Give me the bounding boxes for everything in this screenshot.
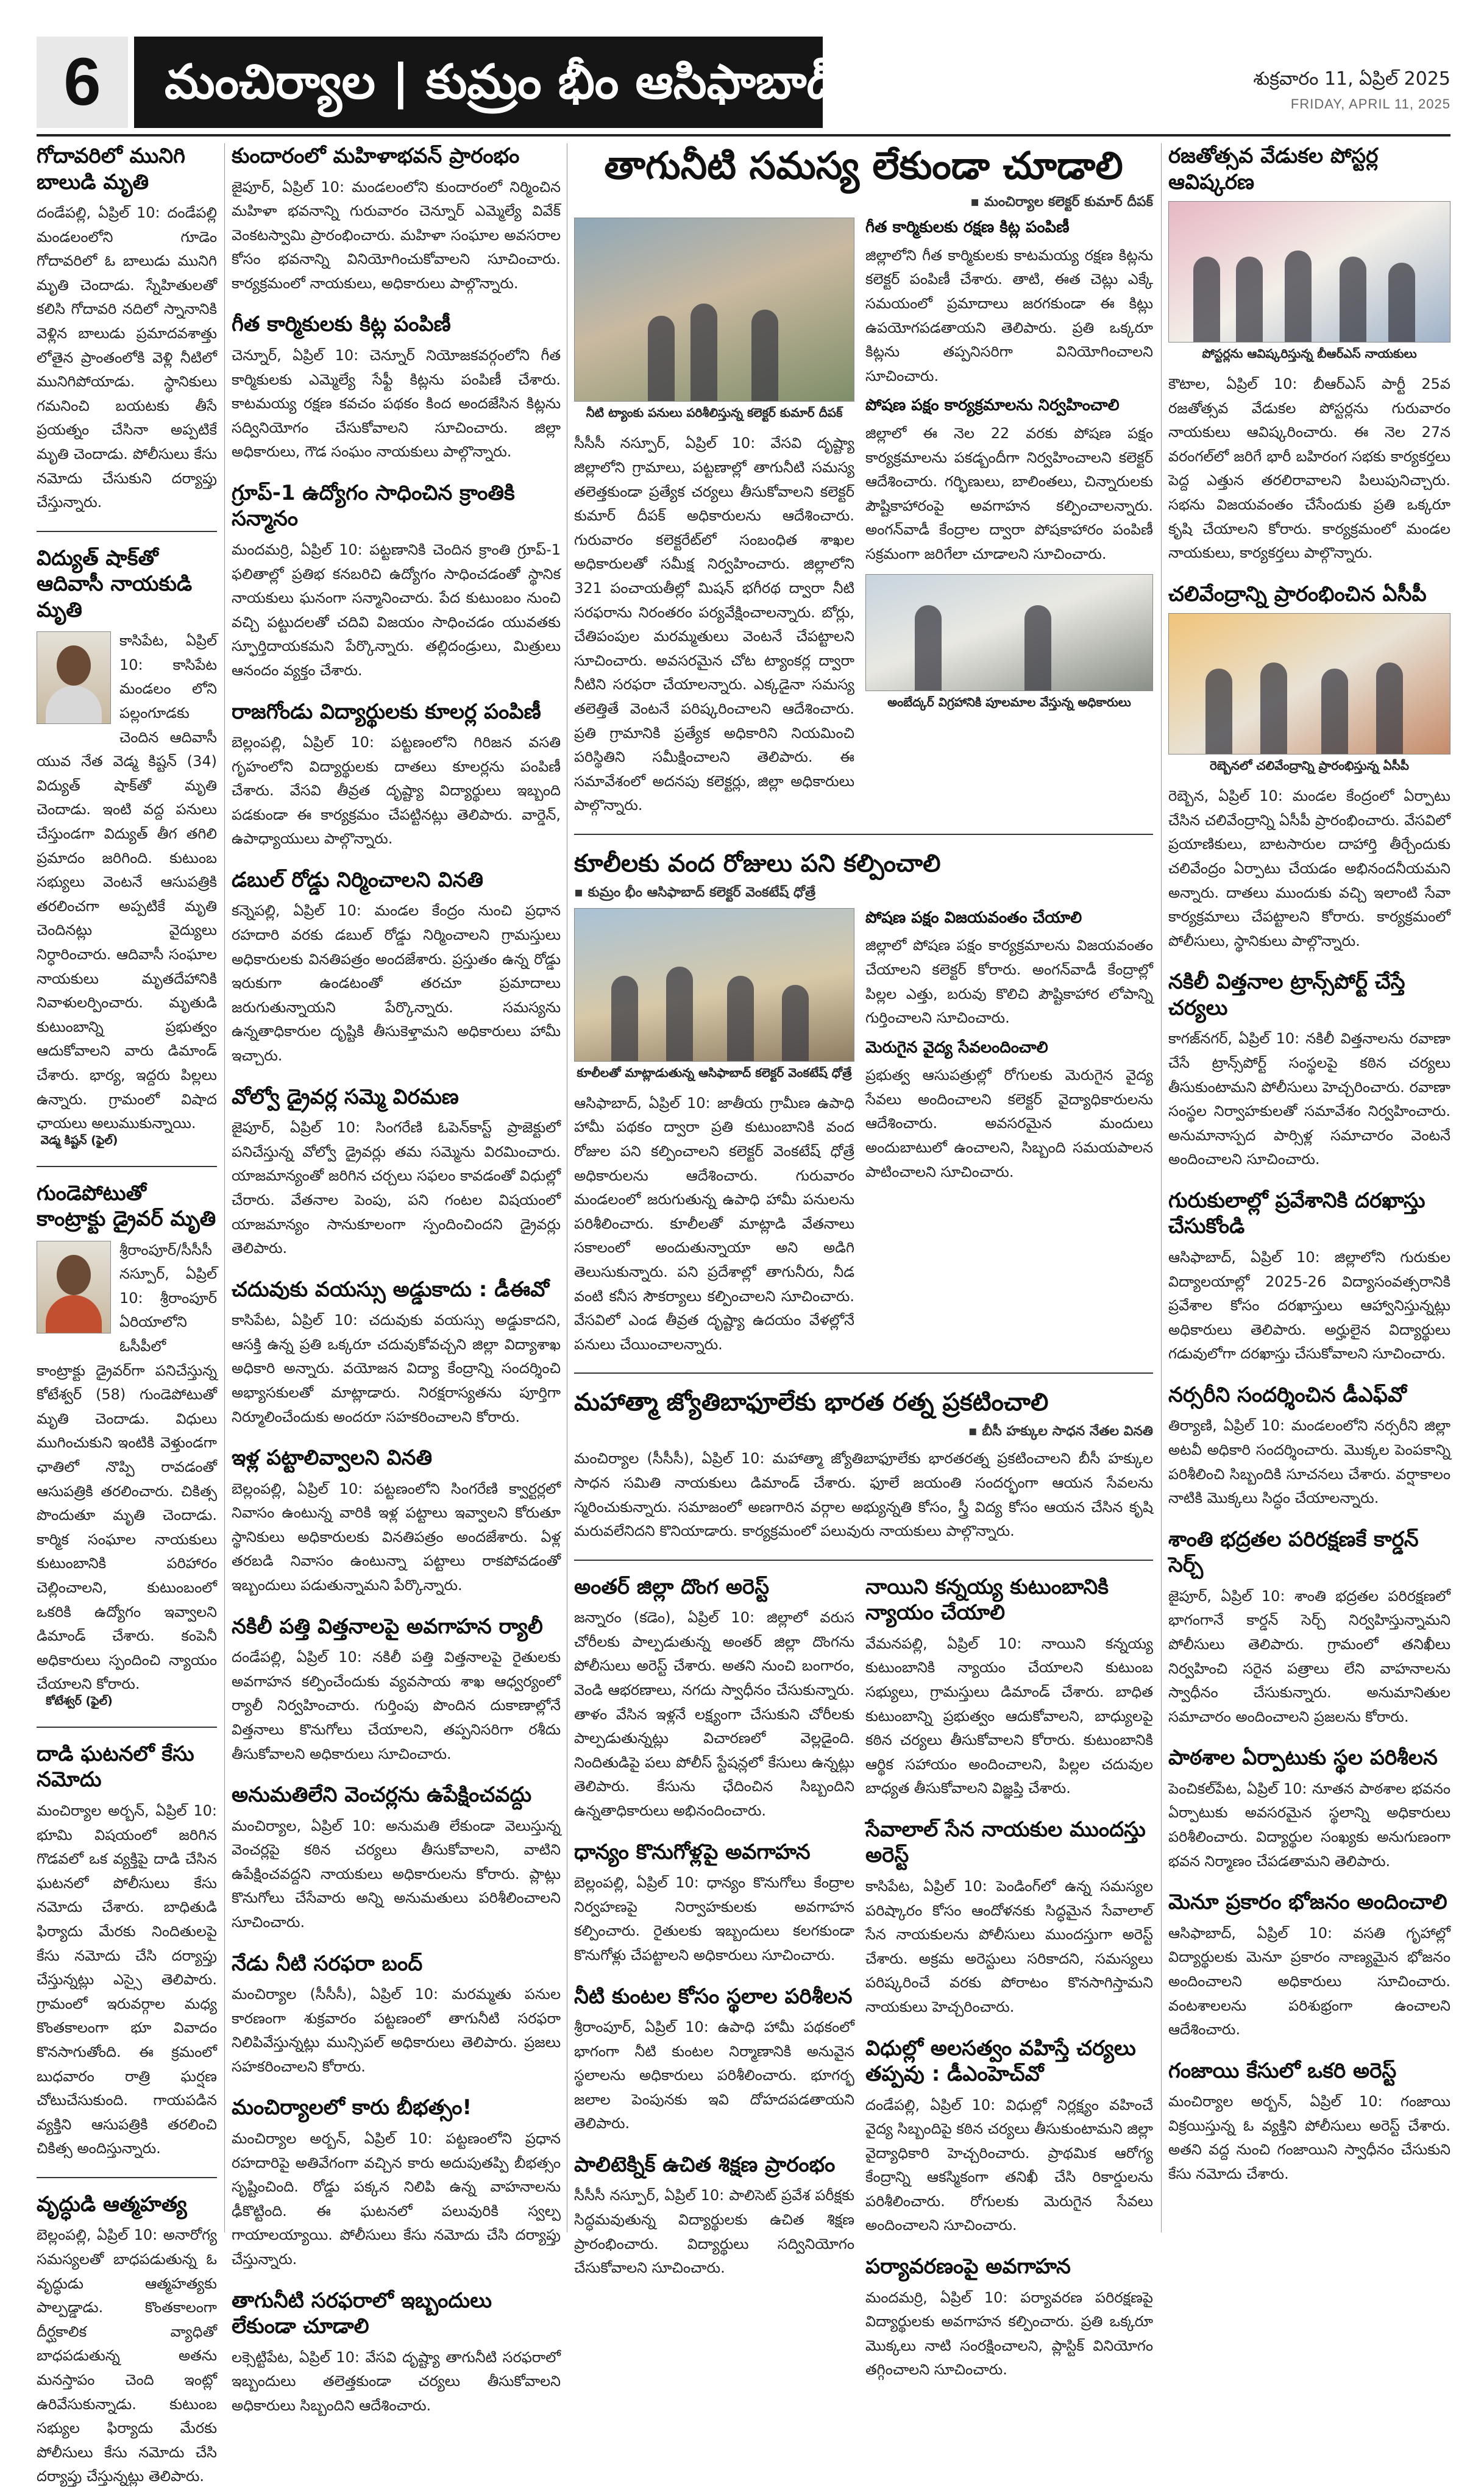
article-body: బెల్లంపల్లి, ఏప్రిల్ 10: అనారోగ్య సమస్యలతో బాధపడుతున్న ఓ వృద్ధుడు ఆత్మహత్యకు పాల్పడ్డాడు. కొంతకాలంగా దీర్ఘకాలిక వ్యాధితో బాధపడుతున్న అతను మనస్తాపం చెంది ఇంట్లో ఉరివేసుకున్నాడు. కుటుంబ సభ్యుల ఫిర్యాదు మేరకు పోలీసులు కేసు నమోదు చేసి దర్యాప్తు చేస్తున్నట్లు తెలిపారు. bbox=[37, 2226, 217, 2485]
article-body: కాగజ్‌నగర్, ఏప్రిల్ 10: నకిలీ విత్తనాలను రవాణా చేసే ట్రాన్స్‌పోర్ట్ సంస్థలపై కఠిన చర్యలు తీసుకుంటామని పోలీసులు హెచ్చరించారు. రవాణా సంస్థల నిర్వాహకులతో సమావేశం నిర్వహించారు. అనుమానాస్పద పార్సిళ్ల సమాచారం వెంటనే అందించాలని సూచించారు. bbox=[1168, 1030, 1450, 1168]
photo bbox=[1168, 201, 1450, 343]
article-body: కన్నెపల్లి, ఏప్రిల్ 10: మండల కేంద్రం నుంచి ప్రధాన రహదారి వరకు డబుల్ రోడ్డు నిర్మించాలని గ్రామస్తులు అధికారులకు వినతిపత్రం అందజేశారు. ప్రస్తుతం ఉన్న రోడ్డు ఇరుకుగా ఉండటంతో తరచూ ప్రమాదాలు జరుగుతున్నాయని పేర్కొన్నారు. సమస్యను ఉన్నతాధికారుల దృష్టికి తీసుకెళ్తామని అధికారులు హామీ ఇచ్చారు. bbox=[232, 902, 561, 1065]
headline: నకిలీ పత్తి విత్తనాలపై అవగాహన ర్యాలీ bbox=[232, 1614, 543, 1639]
date-telugu: శుక్రవారం 11, ఏప్రిల్ 2025 bbox=[1253, 68, 1450, 90]
headline: నకిలీ విత్తనాల ట్రాన్స్‌పోర్ట్ చేస్తే చర్యలు bbox=[1168, 970, 1405, 1020]
page-number: 6 bbox=[37, 37, 128, 128]
article bbox=[1168, 969, 1450, 1172]
headline: తాగునీటి సరఫరాలో ఇబ్బందులు లేకుండా చూడాలి bbox=[232, 2288, 492, 2338]
article-body: మందమర్రి, ఏప్రిల్ 10: పర్యావరణ పరిరక్షణపై విద్యార్థులకు అవగాహన కల్పించారు. ప్రతి ఒక్కరూ మొక్కలు నాటి సంరక్షించాలని, ప్లాస్టిక్ వినియోగం తగ్గించాలని సూచించారు. bbox=[865, 2288, 1153, 2379]
divider bbox=[574, 1372, 1153, 1374]
story-nayini bbox=[865, 1574, 1153, 1801]
article-body: రెబ్బెన, ఏప్రిల్ 10: మండల కేంద్రంలో ఏర్పాటు చేసిన చలివేంద్రాన్ని ఏసీపీ ప్రారంభించారు. వేసవిలో ప్రయాణికులు, బాటసారుల దాహార్తి తీర్చేందుకు చలివేంద్రం ఏర్పాటు చేయడం అభినందనీయమని అన్నారు. దాతలు ముందుకు వచ్చి ఇలాంటి సేవా కార్యక్రమాలు చేపట్టాలని కోరారు. కార్యక్రమంలో పోలీసులు, స్థానికులు పాల్గొన్నారు. bbox=[1168, 787, 1450, 950]
byline: ▪ బీసీ హక్కుల సాధన నేతల వినతి bbox=[968, 1424, 1153, 1440]
date-english: FRIDAY, APRIL 11, 2025 bbox=[1290, 96, 1450, 112]
article bbox=[232, 1782, 561, 1934]
divider bbox=[574, 1560, 1153, 1561]
portrait-photo bbox=[37, 631, 111, 724]
article bbox=[1168, 1527, 1450, 1730]
article-body: కాసిపేట, ఏప్రిల్ 10: కాసిపేట మండలం లోని పల్లంగూడకు చెందిన ఆదివాసీ యువ నేత వెడ్మ కిష్టన్ (34) విద్యుత్ షాక్‌తో మృతి చెందాడు. ఇంటి వద్ద పనులు చేస్తుండగా విద్యుత్ తీగ తగిలి ప్రమాదం జరిగింది. కుటుంబ సభ్యులు వెంటనే ఆసుపత్రికి తరలించగా అప్పటికే మృతి చెందినట్లు వైద్యులు నిర్ధారించారు. ఆదివాసీ సంఘాల నాయకులు మృతదేహానికి నివాళులర్పించారు. మృతుడి కుటుంబాన్ని ప్రభుత్వం ఆదుకోవాలని వారు డిమాండ్ చేశారు. భార్య, ఇద్దరు పిల్లలు ఉన్నారు. గ్రామంలో విషాద ఛాయలు అలుముకున్నాయి. bbox=[37, 632, 217, 1132]
lead-byline: ▪ మంచిర్యాల కలెక్టర్ కుమార్ దీపక్ bbox=[970, 194, 1153, 210]
headline: గంజాయి కేసులో ఒకరి అరెస్ట్ bbox=[1168, 2058, 1397, 2083]
headline: చలివేంద్రాన్ని ప్రారంభించిన ఏసీపీ bbox=[1168, 581, 1427, 606]
article-body: జైపూర్, ఏప్రిల్ 10: శాంతి భద్రతల పరిరక్షణలో భాగంగానే కార్డన్ సెర్చ్ నిర్వహిస్తున్నామని పోలీసులు తెలిపారు. గ్రామంలో తనిఖీలు నిర్వహించి సరైన పత్రాలు లేని వాహనాలను స్వాధీనం చేసుకున్నారు. అనుమానితుల సమాచారం అందించాలని ప్రజలను కోరారు. bbox=[1168, 1587, 1450, 1725]
section-title: మంచిర్యాల | కుమ్రం భీం ఆసిఫాబాద్ bbox=[134, 37, 823, 128]
article-body: తిర్యాణి, ఏప్రిల్ 10: మండలంలోని నర్సరీని జిల్లా అటవీ అధికారి సందర్శించారు. మొక్కల పెంపకాన్ని పరిశీలించి సిబ్బందికి సూచనలు చేశారు. వర్షాకాలం నాటికి మొక్కలు సిద్ధం చేయాలన్నారు. bbox=[1168, 1417, 1450, 1507]
photo-caption: రెబ్బెనలో చలివేంద్రాన్ని ప్రారంభిస్తున్న ఏసీపీ bbox=[1209, 758, 1410, 773]
headline: కూలీలకు వంద రోజులు పని కల్పించాలి bbox=[574, 849, 941, 878]
column-right bbox=[1168, 143, 1450, 2232]
headline: చదువుకు వయస్సు అడ్డుకాదు : డీఈవో bbox=[232, 1277, 549, 1302]
article-body: దండేపల్లి, ఏప్రిల్ 10: విధుల్లో నిర్లక్ష్యం వహించే వైద్య సిబ్బందిపై కఠిన చర్యలు తీసుకుంటామని జిల్లా వైద్యాధికారి హెచ్చరించారు. ప్రాథమిక ఆరోగ్య కేంద్రాన్ని ఆకస్మికంగా తనిఖీ చేసి రికార్డులను పరిశీలించారు. రోగులకు మెరుగైన సేవలు అందించాలని సూచించారు. bbox=[865, 2096, 1153, 2234]
headline: గుండెపోటుతో కాంట్రాక్టు డ్రైవర్ మృతి bbox=[37, 1181, 216, 1232]
headline: మెనూ ప్రకారం భోజనం అందించాలి bbox=[1168, 1890, 1447, 1915]
article-boy-drowned bbox=[37, 143, 217, 515]
article-body: కాసిపేట, ఏప్రిల్ 10: చదువుకు వయస్సు అడ్డుకాదని, ఆసక్తి ఉన్న ప్రతి ఒక్కరూ చదువుకోవచ్చని జిల్లా విద్యాశాఖ అధికారి అన్నారు. వయోజన విద్యా కేంద్రాన్ని సందర్శించి అభ్యాసకులతో మాట్లాడారు. నిరక్షరాస్యతను పూర్తిగా నిర్మూలించేందుకు అందరూ సహకరించాలని కోరారు. bbox=[232, 1312, 561, 1426]
headline: నేడు నీటి సరఫరా బంద్ bbox=[232, 1951, 423, 1976]
headline: వృద్ధుడి ఆత్మహత్య bbox=[37, 2192, 187, 2217]
headline: వోల్వో డ్రైవర్ల సమ్మె విరమణ bbox=[232, 1084, 459, 1109]
article-body: ఆసిఫాబాద్, ఏప్రిల్ 10: జాతీయ గ్రామీణ ఉపాధి హామీ పథకం ద్వారా ప్రతి కుటుంబానికి వంద రోజుల పని కల్పించాలని కలెక్టర్ వెంకటేష్ ధోత్రే అధికారులను ఆదేశించారు. గురువారం మండలంలో జరుగుతున్న ఉపాధి హామీ పనులను పరిశీలించారు. కూలీలతో మాట్లాడి వేతనాలు సకాలంలో అందుతున్నాయా అని అడిగి తెలుసుకున్నారు. పని ప్రదేశాల్లో తాగునీరు, నీడ వంటి కనీస సౌకర్యాలు కల్పించాలని సూచించారు. వేసవిలో ఎండ తీవ్రత దృష్ట్యా ఉదయం వేళల్లోనే పనులు చేయించాలన్నారు. bbox=[574, 1094, 855, 1353]
headline: ధాన్యం కొనుగోళ్లపై అవగాహన bbox=[574, 1839, 811, 1864]
article-body: బెల్లంపల్లి, ఏప్రిల్ 10: పట్టణంలోని సింగరేణి క్వార్టర్లలో నివాసం ఉంటున్న వారికి ఇళ్ల పట్టాలు ఇవ్వాలని కోరుతూ స్థానికులు అధికారులకు వినతిపత్రం అందజేశారు. ఏళ్ల తరబడి నివాసం ఉంటున్నా పట్టాలు రాకపోవడంతో ఇబ్బందులు పడుతున్నామని పేర్కొన్నారు. bbox=[232, 1480, 561, 1594]
article bbox=[1168, 1889, 1450, 2042]
article-body: కాసిపేట, ఏప్రిల్ 10: పెండింగ్‌లో ఉన్న సమస్యల పరిష్కారం కోసం ఆందోళనకు సిద్ధమైన సేవాలాల్ సేన నాయకులను పోలీసులు ముందస్తుగా అరెస్ట్ చేశారు. అక్రమ అరెస్టులు సరికాదని, సమస్యలు పరిష్కరించే వరకు పోరాటం కొనసాగిస్తామని నాయకులు హెచ్చరించారు. bbox=[865, 1877, 1153, 2015]
article-body: జన్నారం (కడెం), ఏప్రిల్ 10: జిల్లాలో వరుస చోరీలకు పాల్పడుతున్న అంతర్ జిల్లా దొంగను పోలీసులు అరెస్ట్ చేశారు. అతని నుంచి బంగారం, వెండి ఆభరణాలు, నగదు స్వాధీనం చేసుకున్నారు. తాళం వేసిన ఇళ్లనే లక్ష్యంగా చేసుకుని చోరీలకు పాల్పడుతున్నట్లు విచారణలో వెల్లడైంది. నిందితుడిపై పలు పోలీస్ స్టేషన్లలో కేసులు ఉన్నట్లు తెలిపారు. కేసును ఛేదించిన సిబ్బందిని ఉన్నతాధికారులు అభినందించారు. bbox=[574, 1609, 854, 1820]
article bbox=[232, 699, 561, 851]
photo-caption: కోటేశ్వర్ (ఫైల్) bbox=[46, 1694, 113, 1708]
subheading: మెరుగైన వైద్య సేవలందించాలి bbox=[865, 1038, 1048, 1057]
headline: పర్యావరణంపై అవగాహన bbox=[865, 2254, 1071, 2279]
article-body: బెల్లంపల్లి, ఏప్రిల్ 10: పట్టణంలోని గిరిజన వసతి గృహంలోని విద్యార్థులకు దాతలు కూలర్లను పంపిణీ చేశారు. వేసవి తీవ్రత దృష్ట్యా విద్యార్థులు ఇబ్బంది పడకుండా ఈ కార్యక్రమం చేపట్టినట్లు తెలిపారు. వార్డెన్, ఉపాధ్యాయులు పాల్గొన్నారు. bbox=[232, 734, 561, 848]
masthead bbox=[37, 37, 1450, 128]
headline: విధుల్లో అలసత్వం వహిస్తే చర్యలు తప్పవు : డీఎంహెచ్‌వో bbox=[865, 2036, 1136, 2087]
portrait-photo bbox=[37, 1241, 111, 1333]
photo bbox=[1168, 613, 1450, 755]
article-body: పెంచికల్‌పేట, ఏప్రిల్ 10: నూతన పాఠశాల భవనం ఏర్పాటుకు అవసరమైన స్థలాన్ని అధికారులు పరిశీలించారు. విద్యార్థుల సంఖ్యకు అనుగుణంగా భవన నిర్మాణం చేపడతామని తెలిపారు. bbox=[1168, 1780, 1450, 1870]
headline: మహాత్మా జ్యోతిబాఫూలేకు భారత రత్న ప్రకటించాలి bbox=[574, 1388, 1049, 1417]
second-story bbox=[574, 848, 1153, 1357]
headline: కుందారంలో మహిళాభవన్ ప్రారంభం bbox=[232, 144, 520, 168]
lead-story bbox=[574, 143, 1153, 818]
article-body: సీసీసీ నస్పూర్, ఏప్రిల్ 10: వేసవి దృష్ట్యా జిల్లాలోని గ్రామాలు, పట్టణాల్లో తాగునీటి సమస్య తలెత్తకుండా ప్రత్యేక చర్యలు తీసుకోవాలని కలెక్టర్ కుమార్ దీపక్ అధికారులను ఆదేశించారు. గురువారం కలెక్టరేట్‌లో సంబంధిత శాఖల అధికారులతో సమీక్ష నిర్వహించారు. జిల్లాలోని 321 పంచాయతీల్లో మిషన్ భగీరథ ద్వారా నీటి సరఫరాను నిరంతరం పర్యవేక్షించాలన్నారు. బోర్లు, చేతిపంపుల మరమ్మతులు వెంటనే చేపట్టాలని సూచించారు. అవసరమైన చోట ట్యాంకర్ల ద్వారా నీటిని సరఫరా చేయాలన్నారు. ఎక్కడైనా సమస్య తలెత్తితే వెంటనే పరిష్కరించాలని ఆదేశించారు. ప్రతి గ్రామానికి ప్రత్యేక అధికారిని నియమించి పరిస్థితిని సమీక్షించాలని తెలిపారు. ఈ సమావేశంలో అదనపు కలెక్టర్లు, జిల్లా అధికారులు పాల్గొన్నారు. bbox=[574, 435, 854, 814]
article-posters bbox=[1168, 143, 1450, 566]
article-body: మంచిర్యాల, ఏప్రిల్ 10: అనుమతి లేకుండా వెలుస్తున్న వెంచర్లపై కఠిన చర్యలు తీసుకోవాలని, వాటిని ఉపేక్షించవద్దని నాయకులు అధికారులను కోరారు. ప్లాట్లు కొనుగోలు చేసేవారు అన్ని అనుమతులు పరిశీలించాలని సూచించారు. bbox=[232, 1817, 561, 1931]
article bbox=[232, 2095, 561, 2271]
article bbox=[1168, 1382, 1450, 1511]
column-second bbox=[232, 143, 561, 2414]
photo-caption: అంబేద్కర్ విగ్రహానికి పూలమాల వేస్తున్న అధికారులు bbox=[887, 694, 1131, 709]
article bbox=[1168, 2058, 1450, 2187]
lead-headline: తాగునీటి సమస్య లేకుండా చూడాలి bbox=[604, 143, 1123, 188]
subheading: గీత కార్మికులకు రక్షణ కిట్ల పంపిణీ bbox=[865, 218, 1070, 237]
article-body: జిల్లాలో పోషణ పక్షం కార్యక్రమాలను విజయవంతం చేయాలని కలెక్టర్ కోరారు. అంగన్‌వాడీ కేంద్రాల్లో పిల్లల ఎత్తు, బరువు కొలిచి పౌష్టికాహార లోపాన్ని గుర్తించాలని సూచించారు. bbox=[865, 937, 1153, 1027]
story-polytechnic bbox=[574, 2152, 854, 2281]
article bbox=[232, 311, 561, 464]
article bbox=[232, 1084, 561, 1261]
article-body: మంచిర్యాల (సీసీసీ), ఏప్రిల్ 10: మరమ్మతు పనుల కారణంగా శుక్రవారం పట్టణంలో తాగునీటి సరఫరా నిలిపివేస్తున్నట్లు మున్సిపల్ అధికారులు తెలిపారు. ప్రజలు సహకరించాలని కోరారు. bbox=[232, 1986, 561, 2075]
article-attack-case bbox=[37, 1741, 217, 2161]
article-body: మంచిర్యాల (సీసీసీ), ఏప్రిల్ 10: మహాత్మా జ్యోతిబాఫూలేకు భారతరత్న ప్రకటించాలని బీసీ హక్కుల సాధన సమితి నాయకులు డిమాండ్ చేశారు. ఫూలే జయంతి సందర్భంగా ఆయన సేవలను స్మరించుకున్నారు. సమాజంలో అణగారిన వర్గాల అభ్యున్నతి కోసం, స్త్రీ విద్య కోసం ఆయన చేసిన కృషి మరువలేనిదని కొనియాడారు. కార్యక్రమంలో పలువురు నాయకులు పాల్గొన్నారు. bbox=[574, 1450, 1153, 1540]
subheading: పోషణ పక్షం విజయవంతం చేయాలి bbox=[865, 908, 1082, 927]
headline: సేవాలాల్ సేన నాయకుల ముందస్తు అరెస్ట్ bbox=[865, 1817, 1146, 1868]
headline: అంతర్ జిల్లా దొంగ అరెస్ట్ bbox=[574, 1574, 770, 1599]
headline: నర్సరీని సందర్శించిన డీఎఫ్‌వో bbox=[1168, 1382, 1407, 1407]
column-left bbox=[37, 143, 217, 2485]
photo bbox=[865, 574, 1153, 691]
article-body: లక్సెట్టిపేట, ఏప్రిల్ 10: వేసవి దృష్ట్యా తాగునీటి సరఫరాలో ఇబ్బందులు తలెత్తకుండా చర్యలు తీసుకోవాలని అధికారులు సిబ్బందిని ఆదేశించారు. bbox=[232, 2348, 561, 2414]
article-body: దండేపల్లి, ఏప్రిల్ 10: నకిలీ పత్తి విత్తనాలపై రైతులకు అవగాహన కల్పించేందుకు వ్యవసాయ శాఖ ఆధ్వర్యంలో ర్యాలీ నిర్వహించారు. గుర్తింపు పొందిన దుకాణాల్లోనే విత్తనాలు కొనుగోలు చేయాలని, తప్పనిసరిగా రశీదు తీసుకోవాలని అధికారులు సూచించారు. bbox=[232, 1649, 561, 1763]
lead-photo bbox=[574, 218, 854, 402]
article bbox=[232, 2288, 561, 2418]
article-body: జైపూర్, ఏప్రిల్ 10: మండలంలోని కుందారంలో నిర్మించిన మహిళా భవనాన్ని గురువారం చెన్నూర్ ఎమ్మెల్యే వివేక్ వెంకటస్వామి ప్రారంభించారు. మహిళా సంఘాల అవసరాల కోసం భవనాన్ని వినియోగించుకోవాలని సూచించారు. కార్యక్రమంలో నాయకులు, అధికారులు పాల్గొన్నారు. bbox=[232, 178, 561, 292]
article bbox=[232, 867, 561, 1068]
headline: దాడి ఘటనలో కేసు నమోదు bbox=[37, 1741, 194, 1792]
headline: నీటి కుంటల కోసం స్థలాల పరిశీలన bbox=[574, 1984, 853, 2009]
divider bbox=[37, 1727, 217, 1728]
article-electric-shock bbox=[37, 545, 217, 1150]
article bbox=[232, 480, 561, 683]
divider bbox=[37, 531, 217, 532]
article-body: మంచిర్యాల అర్బన్, ఏప్రిల్ 10: భూమి విషయంలో జరిగిన గొడవలో ఒక వ్యక్తిపై దాడి చేసిన ఘటనలో పోలీసులు కేసు నమోదు చేశారు. బాధితుడి ఫిర్యాదు మేరకు నిందితులపై కేసు నమోదు చేసి దర్యాప్తు చేస్తున్నట్లు ఎస్సై తెలిపారు. గ్రామంలో ఇరువర్గాల మధ్య కొంతకాలంగా భూ వివాదం కొనసాగుతోంది. ఈ క్రమంలో బుధవారం రాత్రి ఘర్షణ చోటుచేసుకుంది. గాయపడిన వ్యక్తిని ఆసుపత్రికి తరలించి చికిత్స అందిస్తున్నారు. bbox=[37, 1802, 217, 2157]
article-body: శ్రీరాంపూర్, ఏప్రిల్ 10: ఉపాధి హామీ పథకంలో భాగంగా నీటి కుంటల నిర్మాణానికి అనువైన స్థలాలను అధికారులు పరిశీలించారు. భూగర్భ జలాల పెంపునకు ఇవి దోహదపడతాయని తెలిపారు. bbox=[574, 2019, 854, 2132]
article bbox=[232, 1614, 561, 1766]
article bbox=[232, 143, 561, 296]
headline: నాయిని కన్నయ్య కుటుంబానికి న్యాయం చేయాలి bbox=[865, 1574, 1109, 1625]
article-body: సీసీసీ నస్పూర్, ఏప్రిల్ 10: పాలిసెట్ ప్రవేశ పరీక్షకు సిద్ధమవుతున్న విద్యార్థులకు ఉచిత శిక్షణ ప్రారంభించారు. విద్యార్థులు సద్వినియోగం చేసుకోవాలని సూచించారు. bbox=[574, 2187, 854, 2277]
article-body: వేమనపల్లి, ఏప్రిల్ 10: నాయిని కన్నయ్య కుటుంబానికి న్యాయం చేయాలని కుటుంబ సభ్యులు, గ్రామస్తులు డిమాండ్ చేశారు. బాధిత కుటుంబాన్ని ప్రభుత్వం ఆదుకోవాలని, బాధ్యులపై కఠిన చర్యలు తీసుకోవాలని కోరారు. కుటుంబానికి ఆర్థిక సహాయం అందించాలని, పిల్లల చదువుల బాధ్యత తీసుకోవాలని విజ్ఞప్తి చేశారు. bbox=[865, 1635, 1153, 1797]
article-body: మంచిర్యాల అర్బన్, ఏప్రిల్ 10: పట్టణంలోని ప్రధాన రహదారిపై అతివేగంగా వచ్చిన కారు అదుపుతప్పి బీభత్సం సృష్టించింది. రోడ్డు పక్కన నిలిపి ఉన్న వాహనాలను ఢీకొట్టింది. ఈ ఘటనలో పలువురికి స్వల్ప గాయాలయ్యాయి. పోలీసులు కేసు నమోదు చేసి దర్యాప్తు చేస్తున్నారు. bbox=[232, 2129, 561, 2268]
column-divider bbox=[1161, 143, 1162, 2232]
headline: ఇళ్ల పట్టాలివ్వాలని వినతి bbox=[232, 1446, 433, 1471]
headline: పాలిటెక్నిక్ ఉచిత శిక్షణ ప్రారంభం bbox=[574, 2152, 836, 2177]
headline: విద్యుత్ షాక్‌తో ఆదివాసీ నాయకుడి మృతి bbox=[37, 545, 193, 622]
article-water-booth bbox=[1168, 581, 1450, 954]
headline: డబుల్ రోడ్డు నిర్మించాలని వినతి bbox=[232, 867, 483, 892]
headline: గ్రూప్-1 ఉద్యోగం సాధించిన క్రాంతికి సన్మానం bbox=[232, 480, 515, 531]
headline: గీత కార్మికులకు కిట్ల పంపిణీ bbox=[232, 312, 451, 337]
article bbox=[1168, 1188, 1450, 1366]
byline: ▪ కుమ్రం భీం ఆసిఫాబాద్ కలెక్టర్ వెంకటేష్ ధోత్రే bbox=[574, 884, 816, 900]
article-body: మందమర్రి, ఏప్రిల్ 10: పట్టణానికి చెందిన క్రాంతి గ్రూప్-1 ఫలితాల్లో ప్రతిభ కనబరిచి ఉద్యోగం సాధించడంతో స్థానిక నాయకులు ఘనంగా సన్మానించారు. పేద కుటుంబం నుంచి వచ్చి పట్టుదలతో చదివి విజయం సాధించడం యువతకు స్ఫూర్తిదాయకమని పేర్కొన్నారు. తల్లిదండ్రులు, మిత్రులు ఆనందం వ్యక్తం చేశారు. bbox=[232, 541, 561, 679]
article-driver-death bbox=[37, 1181, 217, 1711]
column-divider bbox=[224, 143, 225, 2232]
article bbox=[232, 1445, 561, 1597]
masthead-rule bbox=[37, 134, 1450, 137]
story-water-ponds bbox=[574, 1984, 854, 2136]
article-body: జైపూర్, ఏప్రిల్ 10: సింగరేణి ఓపెన్‌కాస్ట్ ప్రాజెక్టులో పనిచేస్తున్న వోల్వో డ్రైవర్లు తమ సమ్మెను విరమించారు. యాజమాన్యంతో జరిగిన చర్చలు సఫలం కావడంతో విధుల్లో చేరారు. వేతనాల పెంపు, పని గంటల విషయంలో యాజమాన్యం సానుకూలంగా స్పందించిందని డ్రైవర్లు తెలిపారు. bbox=[232, 1119, 561, 1257]
article-body: ఆసిఫాబాద్, ఏప్రిల్ 10: జిల్లాలోని గురుకుల విద్యాలయాల్లో 2025-26 విద్యాసంవత్సరానికి ప్రవేశాల కోసం దరఖాస్తులు ఆహ్వానిస్తున్నట్లు అధికారులు తెలిపారు. అర్హులైన విద్యార్థులు గడువులోగా దరఖాస్తు చేసుకోవాలని సూచించారు. bbox=[1168, 1248, 1450, 1363]
column-center bbox=[574, 143, 1153, 2379]
story-thief bbox=[574, 1574, 854, 1823]
story-grain bbox=[574, 1839, 854, 1968]
divider bbox=[37, 1166, 217, 1167]
story-environment bbox=[865, 2254, 1153, 2382]
article-elderly-suicide bbox=[37, 2192, 217, 2489]
headline: గురుకులాల్లో ప్రవేశానికి దరఖాస్తు చేసుకోండి bbox=[1168, 1188, 1425, 1239]
article bbox=[1168, 1745, 1450, 1873]
divider bbox=[574, 834, 1153, 835]
headline: రాజగోండు విద్యార్థులకు కూలర్ల పంపిణీ bbox=[232, 699, 541, 724]
photo-caption: కూలీలతో మాట్లాడుతున్న ఆసిఫాబాద్ కలెక్టర్ వెంకటేష్ ధోత్రే bbox=[577, 1065, 852, 1080]
headline: మంచిర్యాలలో కారు బీభత్సం! bbox=[232, 2095, 472, 2120]
article-body: జిల్లాలోని గీత కార్మికులకు కాటమయ్య రక్షణ కిట్లను కలెక్టర్ పంపిణీ చేశారు. తాటి, ఈత చెట్లు ఎక్కే సమయంలో ప్రమాదాలు జరగకుండా ఈ కిట్లు ఉపయోగపడతాయని తెలిపారు. ప్రతి ఒక్కరూ కిట్లను తప్పనిసరిగా వినియోగించాలని సూచించారు. bbox=[865, 246, 1153, 385]
article-body: కౌటాల, ఏప్రిల్ 10: బీఆర్ఎస్ పార్టీ 25వ రజతోత్సవ వేడుకల పోస్టర్లను గురువారం నాయకులు ఆవిష్కరించారు. ఈ నెల 27న వరంగల్‌లో జరిగే భారీ బహిరంగ సభకు కార్యకర్తలు పెద్ద ఎత్తున తరలిరావాలని పిలుపునిచ్చారు. సభను విజయవంతం చేసేందుకు ప్రతి ఒక్కరూ కృషి చేయాలని కోరారు. కార్యక్రమంలో మండల నాయకులు, కార్యకర్తలు పాల్గొన్నారు. bbox=[1168, 375, 1450, 562]
headline: శాంతి భద్రతల పరిరక్షణకే కార్డన్ సెర్చ్ bbox=[1168, 1527, 1419, 1578]
article bbox=[232, 1277, 561, 1429]
article-body: జిల్లాలో ఈ నెల 22 వరకు పోషణ పక్షం కార్యక్రమాలను పకడ్బందీగా నిర్వహించాలని కలెక్టర్ ఆదేశించారు. గర్భిణులు, బాలింతలు, చిన్నారులకు పౌష్టికాహారంపై అవగాహన కల్పించాలన్నారు. అంగన్‌వాడీ కేంద్రాల ద్వారా పోషకాహారం పంపిణీ సక్రమంగా జరిగేలా చూడాలని సూచించారు. bbox=[865, 424, 1153, 563]
article-body: ప్రభుత్వ ఆసుపత్రుల్లో రోగులకు మెరుగైన వైద్య సేవలు అందించాలని కలెక్టర్ వైద్యాధికారులను ఆదేశించారు. అవసరమైన మందులు అందుబాటులో ఉంచాలని, సిబ్బంది సమయపాలన పాటించాలని సూచించారు. bbox=[865, 1067, 1153, 1181]
article-body: దండేపల్లి, ఏప్రిల్ 10: దండేపల్లి మండలంలోని గూడెం గోదావరిలో ఓ బాలుడు మునిగి మృతి చెందాడు. స్నేహితులతో కలిసి గోదావరి నదిలో స్నానానికి వెళ్లిన బాలుడు ప్రమాదవశాత్తు లోతైన ప్రాంతంలోకి వెళ్లి నీటిలో మునిగిపోయాడు. స్థానికులు గమనించి బయటకు తీసే ప్రయత్నం చేసినా అప్పటికే మృతి చెందాడు. పోలీసులు కేసు నమోదు చేసుకుని దర్యాప్తు చేస్తున్నారు. bbox=[37, 204, 217, 511]
subheading: పోషణ పక్షం కార్యక్రమాలను నిర్వహించాలి bbox=[865, 396, 1120, 415]
photo-caption: నీటి ట్యాంకు పనులు పరిశీలిస్తున్న కలెక్టర్ కుమార్ దీపక్ bbox=[586, 405, 843, 421]
headline: పాఠశాల ఏర్పాటుకు స్థల పరిశీలన bbox=[1168, 1745, 1438, 1770]
headline: రజతోత్సవ వేడుకల పోస్టర్ల ఆవిష్కరణ bbox=[1168, 144, 1379, 194]
article-body: శ్రీరాంపూర్/సీసీసీ నస్పూర్, ఏప్రిల్ 10: శ్రీరాంపూర్ ఏరియాలోని ఓసీపీలో కాంట్రాక్టు డ్రైవర్‌గా పనిచేస్తున్న కోటేశ్వర్ (58) గుండెపోటుతో మృతి చెందాడు. విధులు ముగించుకుని ఇంటికి వెళ్తుండగా ఛాతిలో నొప్పి రావడంతో ఆసుపత్రికి తరలించారు. చికిత్స పొందుతూ మృతి చెందాడు. కార్మిక సంఘాల నాయకులు కుటుంబానికి పరిహారం చెల్లించాలని, కుటుంబంలో ఒకరికి ఉద్యోగం ఇవ్వాలని డిమాండ్ చేశారు. కంపెనీ అధికారులు స్పందించి న్యాయం చేయాలని కోరారు. bbox=[37, 1241, 217, 1693]
story-dmho bbox=[865, 2036, 1153, 2239]
story-sevalal bbox=[865, 1817, 1153, 2020]
article-body: బెల్లంపల్లి, ఏప్రిల్ 10: ధాన్యం కొనుగోలు కేంద్రాల నిర్వహణపై నిర్వాహకులకు అవగాహన కల్పించారు. రైతులకు ఇబ్బందులు కలగకుండా కొనుగోళ్లు చేపట్టాలని అధికారులు సూచించారు. bbox=[574, 1874, 854, 1964]
headline: అనుమతిలేని వెంచర్లను ఉపేక్షించవద్దు bbox=[232, 1783, 532, 1808]
photo-caption: వెడ్మ కిష్టన్ (ఫైల్) bbox=[40, 1133, 118, 1147]
photo-caption: పోస్టర్లను ఆవిష్కరిస్తున్న బీఆర్ఎస్ నాయకులు bbox=[1202, 346, 1417, 361]
article-body: ఆసిఫాబాద్, ఏప్రిల్ 10: వసతి గృహాల్లో విద్యార్థులకు మెనూ ప్రకారం నాణ్యమైన భోజనం అందించాలని అధికారులు సూచించారు. వంటశాలలను పరిశుభ్రంగా ఉంచాలని ఆదేశించారు. bbox=[1168, 1924, 1450, 2039]
story-phule bbox=[574, 1387, 1153, 1543]
divider bbox=[37, 2177, 217, 2178]
article-body: చెన్నూర్, ఏప్రిల్ 10: చెన్నూర్ నియోజకవర్గంలోని గీత కార్మికులకు ఎమ్మెల్యే సేఫ్టీ కిట్లను పంపిణీ చేశారు. కాటమయ్య రక్షణ కవచం పథకం కింద అందజేసిన కిట్లను సద్వినియోగం చేసుకోవాలని సూచించారు. జిల్లా అధికారులు, గౌడ సంఘం నాయకులు పాల్గొన్నారు. bbox=[232, 346, 561, 461]
article bbox=[232, 1951, 561, 2079]
photo bbox=[574, 908, 854, 1062]
article-body: మంచిర్యాల అర్బన్, ఏప్రిల్ 10: గంజాయి విక్రయిస్తున్న ఓ వ్యక్తిని పోలీసులు అరెస్ట్ చేశారు. అతని వద్ద నుంచి గంజాయిని స్వాధీనం చేసుకుని కేసు నమోదు చేశారు. bbox=[1168, 2093, 1450, 2182]
headline: గోదావరిలో మునిగి బాలుడి మృతి bbox=[37, 144, 185, 194]
